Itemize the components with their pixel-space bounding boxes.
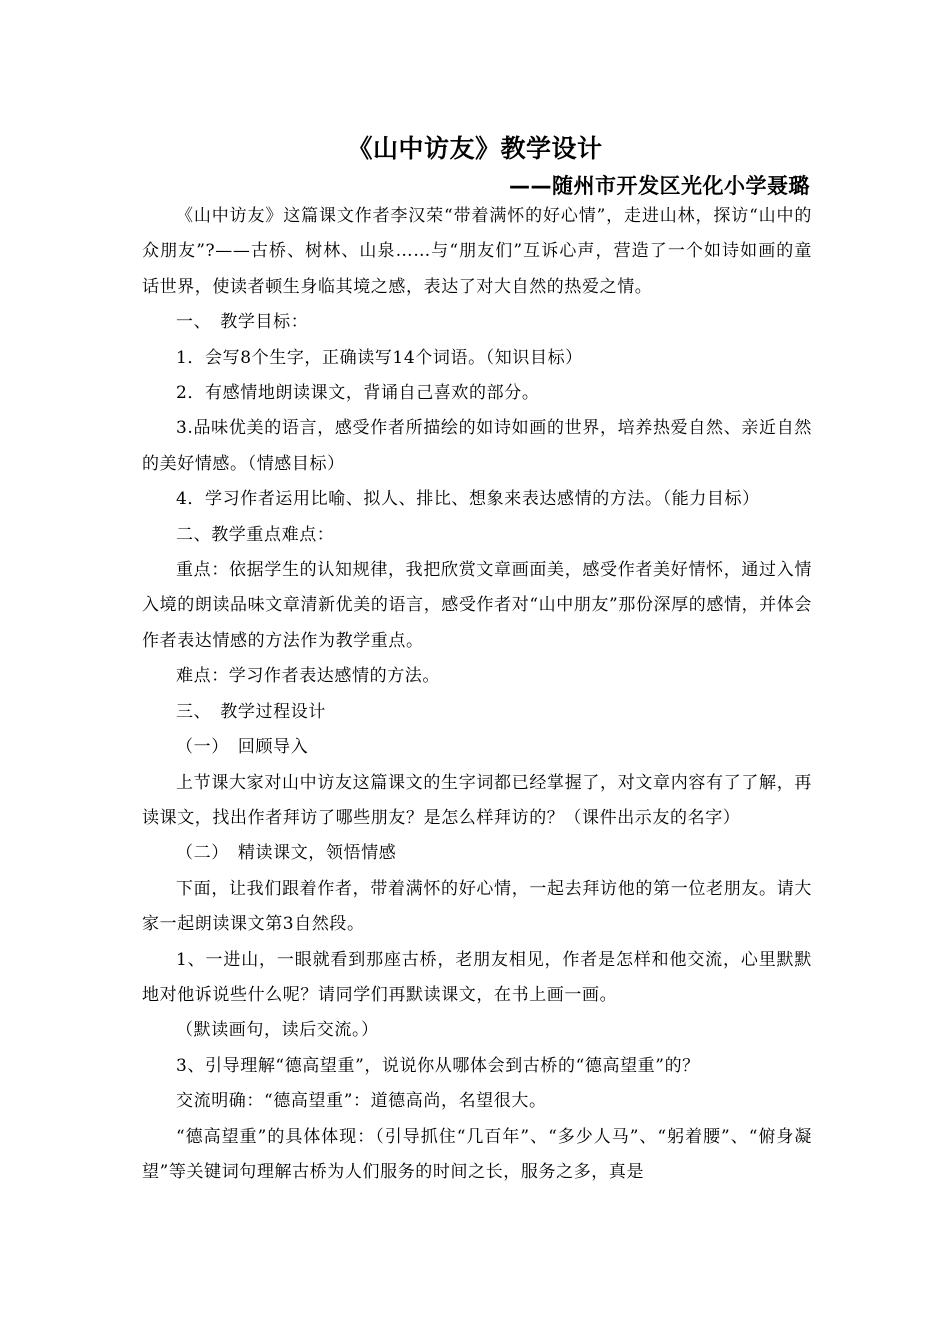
close-reading-paragraph: 下面，让我们跟着作者，带着满怀的好心情，一起去拜访他的第一位老朋友。请大家一起朗读课文第3自然段。 <box>142 878 812 935</box>
document-author-line: ——随州市开发区光化小学聂璐 <box>509 174 810 198</box>
subsection-heading-close-reading: （二） 精读课文，领悟情感 <box>176 843 397 864</box>
definition-paragraph: 交流明确：“德高望重”：道德高尚，名望很大。 <box>176 1091 547 1112</box>
section-heading-process: 三、 教学过程设计 <box>176 701 326 722</box>
intro-paragraph: 《山中访友》这篇课文作者李汉荣“带着满怀的好心情”，走进山林，探访“山中的众朋友”?——古桥、树林、山泉……与“朋友们”互诉心声，营造了一个如诗如画的童话世界，使读者顿生身临其境之感，表达了对大自然的热爱之情。 <box>142 206 812 297</box>
step-note-paragraph: （默读画句，读后交流。） <box>176 1020 379 1041</box>
objective-item-2: 2．有感情地朗读课文，背诵自己喜欢的部分。 <box>176 383 540 404</box>
section-heading-objectives: 一、 教学目标： <box>176 312 309 333</box>
key-point-paragraph: 重点：依据学生的认知规律，我把欣赏文章画面美，感受作者美好情怀，通过入情入境的朗读品味文章清新优美的语言，感受作者对“山中朋友”那份深厚的感情，并体会作者表达情感的方法作为教学重点。 <box>142 560 812 651</box>
section-heading-key-points: 二、教学重点难点： <box>176 524 335 545</box>
review-paragraph: 上节课大家对山中访友这篇课文的生字词都已经掌握了，对文章内容有了了解，再读课文，找出作者拜访了哪些朋友？是怎么样拜访的？（课件出示友的名字） <box>142 772 812 828</box>
objective-item-3: 3.品味优美的语言，感受作者所描绘的如诗如画的世界，培养热爱自然、亲近自然的美好情感。（情感目标） <box>142 418 812 474</box>
document-body <box>142 199 812 1190</box>
explanation-paragraph: “德高望重”的具体体现：（引导抓住“几百年”、“多少人马”、“躬着腰”、“俯身凝望”等关键词句理解古桥为人们服务的时间之长，服务之多，真是 <box>142 1126 812 1182</box>
objective-item-1: 1．会写8个生字，正确读写14个词语。（知识目标） <box>176 347 583 368</box>
objective-item-4: 4．学习作者运用比喻、拟人、排比、想象来表达感情的方法。（能力目标） <box>176 489 760 510</box>
document-title: 《山中访友》教学设计 <box>347 134 603 163</box>
subsection-heading-review: （一） 回顾导入 <box>176 737 309 758</box>
difficulty-paragraph: 难点：学习作者表达感情的方法。 <box>176 666 440 687</box>
step-1-paragraph: 1、一进山，一眼就看到那座古桥，老朋友相见，作者是怎样和他交流，心里默默地对他诉说些什么呢？请同学们再默读课文，在书上画一画。 <box>142 949 812 1005</box>
step-3-paragraph: 3、引导理解“德高望重”，说说你从哪体会到古桥的“德高望重”的？ <box>176 1055 700 1076</box>
